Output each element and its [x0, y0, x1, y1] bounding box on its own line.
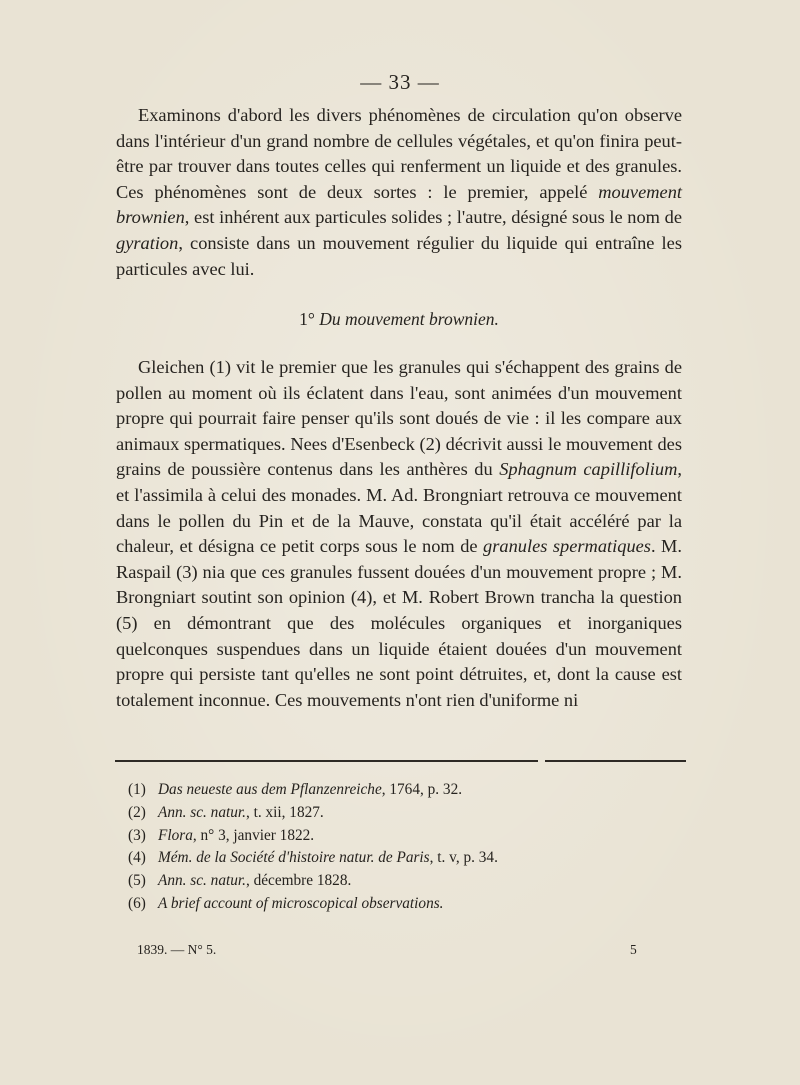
italic-term: Sphagnum capillifolium	[499, 459, 678, 480]
section-number: 1°	[299, 309, 315, 329]
paragraph-2	[116, 355, 682, 713]
footnote-title: Mém. de la Société d'histoire natur. de Paris	[158, 849, 430, 867]
footnote-detail: , décembre 1828.	[245, 872, 352, 890]
footnote-marker: (6)	[128, 894, 146, 912]
section-title: Du mouvement brownien.	[319, 309, 499, 329]
italic-term: gyration	[116, 232, 179, 253]
footnote	[128, 802, 688, 825]
footnote-detail: , 1764, p. 32.	[381, 781, 463, 798]
footnote-title: Ann. sc. natur.	[158, 872, 246, 890]
text-run: Examinons d'abord les divers phénomènes de circulation qu'on observe dans l'intérieur d'un grand nombre de cellules végétales, et qu'on finira peut-être par trouver dans toutes celles qui renferment un liquide et des granules. Ces phénomènes sont de deux sortes : le premier, appelé	[116, 105, 682, 202]
footnotes	[128, 779, 688, 916]
footnote-marker: (5)	[128, 872, 146, 890]
italic-term: granules spermatiques	[483, 536, 651, 557]
footnote-detail: , t. v, p. 34.	[429, 849, 498, 867]
footnote-detail: , n° 3, janvier 1822.	[192, 826, 315, 844]
footnote-title: Flora	[158, 826, 193, 844]
italic-term: mouvement brownien	[116, 181, 682, 228]
footnote-marker: (4)	[128, 849, 146, 867]
footnote-title: A brief account of microscopical observations.	[158, 894, 444, 912]
footnote	[128, 847, 688, 870]
text-run: , est inhérent aux particules solides ; l'autre, désigné sous le nom de	[184, 207, 682, 228]
text-run: , et l'assimila à celui des monades. M. Ad. Brongniart retrouva ce mouvement dans le pollen du Pin et de la Mauve, constata qu'il était accéléré par la chaleur, et désigna ce petit corps sous le nom de	[116, 459, 682, 557]
text-run: . M. Raspail (3) nia que ces granules fussent douées d'un mouvement propre ; M. Brongniart soutint son opinion (4), et M. Robert Brown trancha la question (5) en démontrant que des molécules organiques et inorganiques quelconques suspendues dans un liquide étaient douées d'un mouvement propre qui persiste tant qu'elles ne sont point détruites, et, dont la cause est totalement inconnue. Ces mouvements n'ont rien d'uniforme ni	[116, 536, 682, 710]
footnote-title: Das neueste aus dem Pflanzenreiche	[158, 781, 382, 798]
footnote	[128, 825, 688, 848]
footnote-rule	[115, 760, 538, 762]
footnote-detail: , t. xii, 1827.	[245, 803, 324, 821]
footnote	[128, 893, 688, 916]
sheet-number: 5	[630, 942, 637, 957]
section-heading	[116, 309, 682, 330]
footnote	[128, 779, 688, 802]
page-number: — 33 —	[360, 70, 440, 94]
footnote-title: Ann. sc. natur.	[158, 803, 246, 821]
footnote-marker: (1)	[128, 781, 146, 798]
footnote-marker: (2)	[128, 803, 146, 821]
footnote-marker: (3)	[128, 826, 146, 844]
paragraph-1-text	[116, 103, 682, 282]
paragraph-1	[116, 103, 682, 282]
printer-signature: 1839. — N° 5.	[137, 942, 217, 957]
text-run: , consiste dans un mouvement régulier du liquide qui entraîne les particules avec lui.	[116, 232, 682, 279]
paragraph-2-text	[116, 355, 682, 713]
text-run: Gleichen (1) vit le premier que les granules qui s'échappent des grains de pollen au moment où ils éclatent dans l'eau, sont animées d'un mouvement propre qui pourrait faire penser qu'ils sont doués de vie : il les compare aux animaux spermatiques. Nees d'Esenbeck (2) décrivit aussi le mouvement des grains de poussière contenus dans les anthères du	[116, 357, 682, 480]
footnote	[128, 870, 688, 893]
footnote-rule-right	[545, 760, 686, 762]
